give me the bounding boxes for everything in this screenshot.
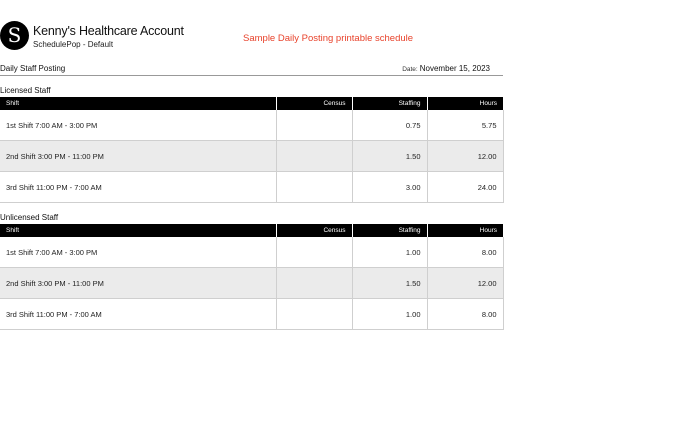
staffing-cell: 3.00 xyxy=(352,172,427,203)
table-row xyxy=(0,268,503,299)
hours-cell: 8.00 xyxy=(427,237,503,268)
census-cell xyxy=(276,172,352,203)
hours-cell: 8.00 xyxy=(427,299,503,330)
posting-header xyxy=(0,64,503,76)
account-subtitle: SchedulePop - Default xyxy=(33,40,114,49)
census-cell xyxy=(276,268,352,299)
company-logo: S xyxy=(0,21,29,50)
sample-schedule-title: Sample Daily Posting printable schedule xyxy=(243,33,414,44)
staffing-cell: 1.50 xyxy=(352,141,427,172)
licensed-staff-title: Licensed Staff xyxy=(0,86,51,95)
column-header-shift: Shift xyxy=(0,97,276,110)
table-row xyxy=(0,141,503,172)
hours-cell: 24.00 xyxy=(427,172,503,203)
hours-cell: 5.75 xyxy=(427,110,503,141)
shift-cell: 1st Shift 7:00 AM - 3:00 PM xyxy=(0,110,276,141)
census-cell xyxy=(276,237,352,268)
shift-cell: 1st Shift 7:00 AM - 3:00 PM xyxy=(0,237,276,268)
column-header-hours: Hours xyxy=(427,97,503,110)
census-cell xyxy=(276,110,352,141)
date-label: Date: xyxy=(402,66,418,73)
shift-cell: 2nd Shift 3:00 PM - 11:00 PM xyxy=(0,141,276,172)
staffing-cell: 0.75 xyxy=(352,110,427,141)
table-row xyxy=(0,237,503,268)
shift-cell: 3rd Shift 11:00 PM - 7:00 AM xyxy=(0,299,276,330)
column-header-hours: Hours xyxy=(427,224,503,237)
column-header-shift: Shift xyxy=(0,224,276,237)
shift-cell: 2nd Shift 3:00 PM - 11:00 PM xyxy=(0,268,276,299)
licensed-staff-table xyxy=(0,97,504,203)
account-name: Kenny's Healthcare Account xyxy=(33,24,184,38)
posting-title: Daily Staff Posting xyxy=(0,64,66,73)
hours-cell: 12.00 xyxy=(427,268,503,299)
census-cell xyxy=(276,299,352,330)
column-header-staffing: Staffing xyxy=(352,97,427,110)
table-header-row xyxy=(0,224,503,237)
shift-cell: 3rd Shift 11:00 PM - 7:00 AM xyxy=(0,172,276,203)
table-header-row xyxy=(0,97,503,110)
staffing-cell: 1.50 xyxy=(352,268,427,299)
column-header-staffing: Staffing xyxy=(352,224,427,237)
staffing-cell: 1.00 xyxy=(352,299,427,330)
column-header-census: Census xyxy=(276,224,352,237)
table-row xyxy=(0,110,503,141)
table-row xyxy=(0,299,503,330)
unlicensed-staff-title: Unlicensed Staff xyxy=(0,213,59,222)
unlicensed-staff-table xyxy=(0,224,504,330)
table-row xyxy=(0,172,503,203)
date-value: November 15, 2023 xyxy=(419,64,490,73)
posting-date xyxy=(402,64,490,73)
hours-cell: 12.00 xyxy=(427,141,503,172)
census-cell xyxy=(276,141,352,172)
staffing-cell: 1.00 xyxy=(352,237,427,268)
column-header-census: Census xyxy=(276,97,352,110)
